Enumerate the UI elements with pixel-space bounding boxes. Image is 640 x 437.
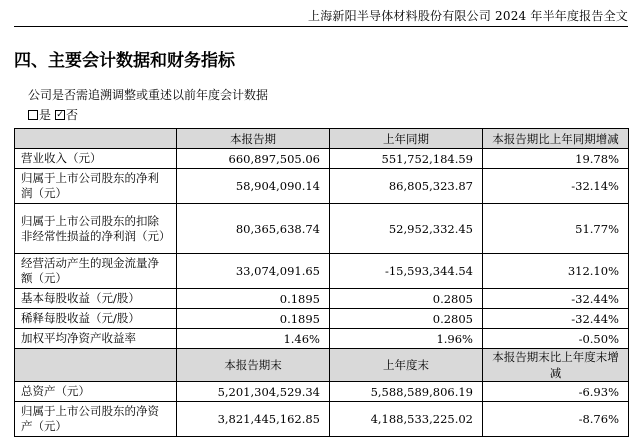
header-rule: [14, 26, 628, 27]
table-row: [15, 204, 629, 254]
column-header: 本报告期末比上年度末增减: [483, 349, 629, 382]
restatement-options: [28, 106, 78, 123]
header-title: 上海新阳半导体材料股份有限公司 2024 年半年度报告全文: [308, 9, 628, 23]
change-value: 51.77%: [483, 204, 629, 254]
change-value: -32.14%: [483, 169, 629, 204]
column-header: 上年度末: [330, 349, 483, 382]
current-period-value: 660,897,505.06: [177, 149, 330, 169]
prior-period-value: 86,805,323.87: [330, 169, 483, 204]
column-header: 本报告期比上年同期增减: [483, 129, 629, 149]
prior-period-value: 1.96%: [330, 329, 483, 349]
option-yes[interactable]: [28, 106, 51, 123]
option-no[interactable]: [55, 106, 78, 123]
column-header: 本报告期: [177, 129, 330, 149]
table-row: [15, 309, 629, 329]
page-header: [0, 0, 640, 26]
row-label: 稀释每股收益（元/股）: [15, 309, 177, 329]
table-header-row: [15, 349, 629, 382]
current-period-value: 1.46%: [177, 329, 330, 349]
prior-period-value: 0.2805: [330, 289, 483, 309]
column-header: [15, 129, 177, 149]
option-no-label: 否: [66, 108, 79, 122]
row-label: 营业收入（元）: [15, 149, 177, 169]
current-period-value: 33,074,091.65: [177, 254, 330, 289]
table-row: [15, 149, 629, 169]
prior-period-value: -15,593,344.54: [330, 254, 483, 289]
change-value: -6.93%: [483, 382, 629, 402]
row-label: 经营活动产生的现金流量净额（元）: [15, 254, 177, 289]
current-period-value: 0.1895: [177, 309, 330, 329]
change-value: 19.78%: [483, 149, 629, 169]
table-row: [15, 402, 629, 437]
section-title: 四、主要会计数据和财务指标: [14, 51, 235, 71]
change-value: 312.10%: [483, 254, 629, 289]
checked-box-icon[interactable]: ✓: [56, 109, 64, 120]
option-yes-label: 是: [39, 108, 52, 122]
table-row: [15, 254, 629, 289]
table-header-row: [15, 129, 629, 149]
prior-year-end-value: 4,188,533,225.02: [330, 402, 483, 437]
row-label: 归属于上市公司股东的净资产（元）: [15, 402, 177, 437]
change-value: -0.50%: [483, 329, 629, 349]
current-period-value: 58,904,090.14: [177, 169, 330, 204]
change-value: -8.76%: [483, 402, 629, 437]
row-label: 总资产（元）: [15, 382, 177, 402]
financial-data-table: [14, 128, 629, 437]
column-header: [15, 349, 177, 382]
row-label: 基本每股收益（元/股）: [15, 289, 177, 309]
column-header: 本报告期末: [177, 349, 330, 382]
prior-period-value: 52,952,332.45: [330, 204, 483, 254]
column-header: 上年同期: [330, 129, 483, 149]
restatement-question: 公司是否需追溯调整或重述以前年度会计数据: [28, 88, 269, 102]
unchecked-box-icon[interactable]: [28, 110, 38, 120]
row-label: 归属于上市公司股东的净利润（元）: [15, 169, 177, 204]
prior-period-value: 551,752,184.59: [330, 149, 483, 169]
table-row: [15, 289, 629, 309]
period-end-value: 5,201,304,529.34: [177, 382, 330, 402]
prior-period-value: 0.2805: [330, 309, 483, 329]
row-label: 加权平均净资产收益率: [15, 329, 177, 349]
table-row: [15, 169, 629, 204]
current-period-value: 0.1895: [177, 289, 330, 309]
period-end-value: 3,821,445,162.85: [177, 402, 330, 437]
change-value: -32.44%: [483, 309, 629, 329]
row-label: 归属于上市公司股东的扣除非经常性损益的净利润（元）: [15, 204, 177, 254]
change-value: -32.44%: [483, 289, 629, 309]
prior-year-end-value: 5,588,589,806.19: [330, 382, 483, 402]
table-row: [15, 329, 629, 349]
current-period-value: 80,365,638.74: [177, 204, 330, 254]
table-row: [15, 382, 629, 402]
